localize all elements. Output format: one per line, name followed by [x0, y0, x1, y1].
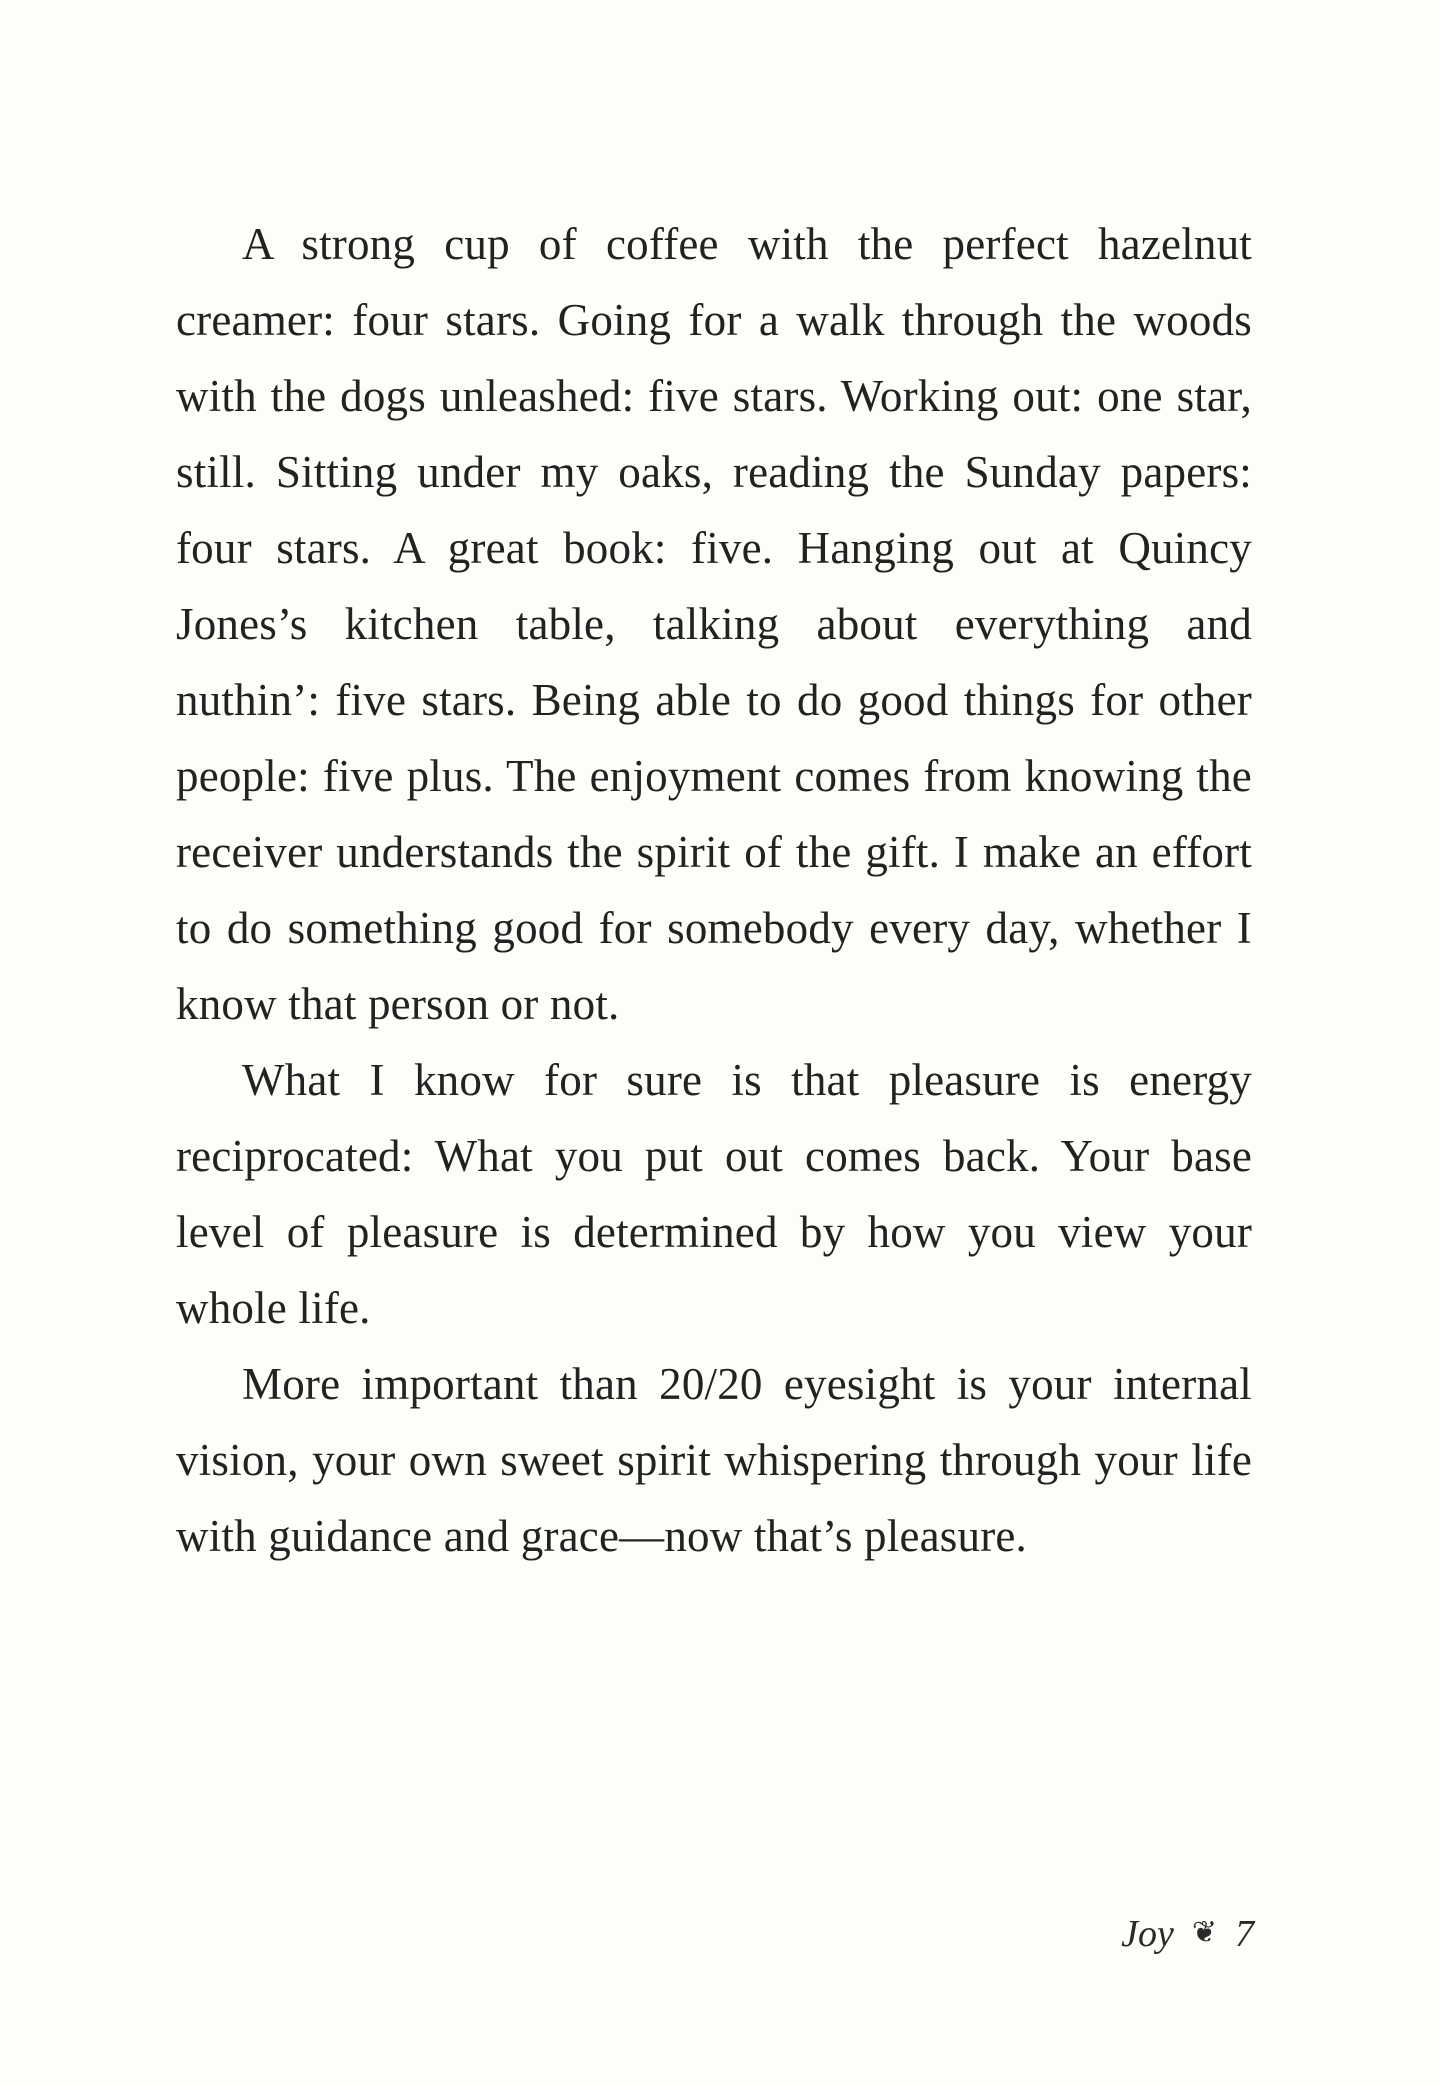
paragraph-3: More important than 20/20 eyesight is your internal vision, your own sweet spirit whispering through your life with guidance and grace—now that’s pleasure. [176, 1359, 1252, 1561]
page-number: 7 [1235, 1913, 1254, 1955]
paragraph-1: A strong cup of coffee with the perfect hazelnut creamer: four stars. Going for a walk through the woods with the dogs unleashed: five stars. Working out: one star, still. Sitting under my oaks, reading the Sunday papers: four stars. A great book: five. Hanging out at Quincy Jones’s kitchen table, talking about everything and nuthin’: five stars. Being able to do good things for other people: five plus. The enjoyment comes from knowing the receiver understands the spirit of the gift. I make an effort to do something good for somebody every day, whether I know that person or not. [176, 219, 1252, 1029]
section-title: Joy [1121, 1913, 1174, 1955]
body-text [176, 206, 1252, 1574]
leaf-ornament-icon: ❦ [1191, 1916, 1217, 1949]
paragraph-2: What I know for sure is that pleasure is energy reciprocated: What you put out comes back. Your base level of pleasure is determined by how you view your whole life. [176, 1055, 1252, 1333]
page-footer [1121, 1912, 1254, 1956]
